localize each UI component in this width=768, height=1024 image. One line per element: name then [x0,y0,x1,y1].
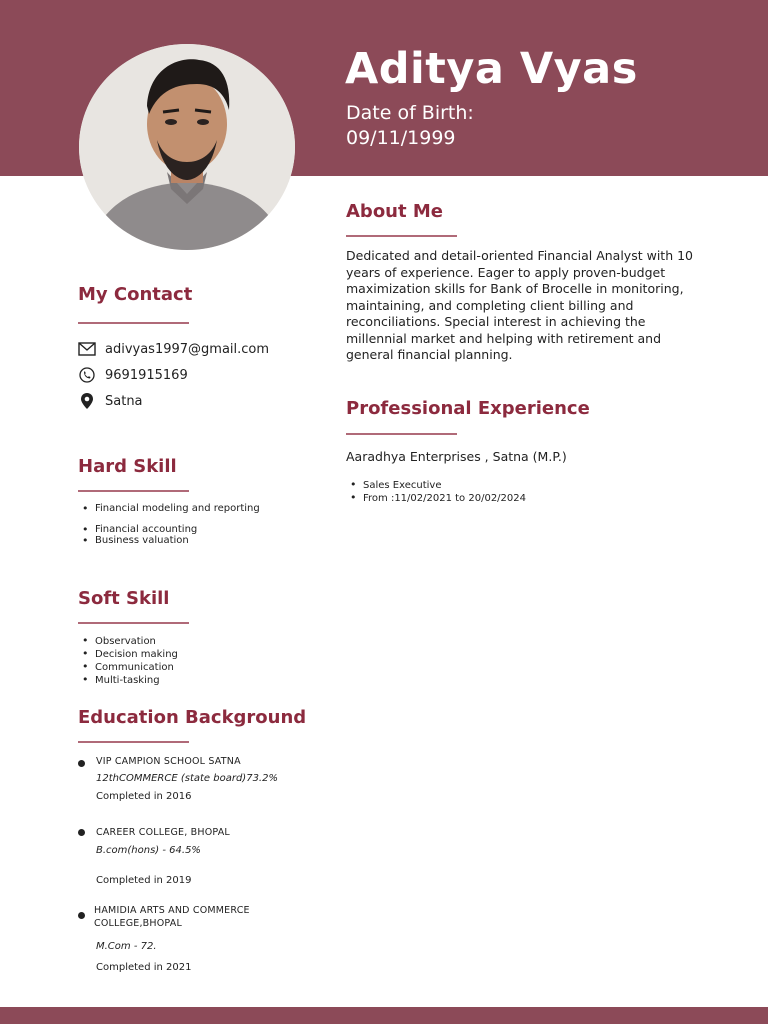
education-school: VIP CAMPION SCHOOL SATNA [96,756,241,767]
phone-icon [78,366,96,384]
education-detail: B.com(hons) - 64.5% [96,845,201,856]
soft-skill-heading: Soft Skill [78,588,170,609]
candidate-name: Aditya Vyas [345,44,638,94]
education-completed: Completed in 2019 [96,875,192,886]
list-item: • Communication [80,661,178,674]
contact-phone[interactable]: 9691915169 [105,367,188,383]
education-detail: M.Com - 72. [96,941,157,952]
list-item: • Multi-tasking [80,674,178,687]
hard-skill-list [80,503,260,546]
profile-photo [79,44,295,250]
experience-rule [346,433,457,435]
person-illustration [79,44,295,250]
education-completed: Completed in 2021 [96,962,192,973]
experience-company: Aaradhya Enterprises , Satna (M.P.) [346,449,567,464]
education-completed: Completed in 2016 [96,791,192,802]
contact-heading: My Contact [78,284,193,305]
education-bullet [78,829,85,836]
education-rule [78,741,189,743]
soft-skill-rule [78,622,189,624]
hard-skill-heading: Hard Skill [78,456,177,477]
list-item: • Financial accounting [80,524,260,535]
about-rule [346,235,457,237]
list-item: • Decision making [80,648,178,661]
location-pin-icon [78,392,96,410]
education-school: CAREER COLLEGE, BHOPAL [96,827,230,838]
list-item: • Financial modeling and reporting [80,503,260,514]
contact-email-row [78,340,269,358]
contact-location-row [78,392,143,410]
list-item: • From :11/02/2021 to 20/02/2024 [348,492,526,505]
education-detail: 12thCOMMERCE (state board)73.2% [96,773,278,784]
education-bullet [78,912,85,919]
hard-skill-rule [78,490,189,492]
list-item: • Sales Executive [348,479,526,492]
about-heading: About Me [346,201,443,222]
contact-rule [78,322,189,324]
list-item: • Observation [80,635,178,648]
contact-phone-row [78,366,188,384]
experience-heading: Professional Experience [346,398,590,419]
dob-value: 09/11/1999 [346,127,456,149]
about-text: Dedicated and detail-oriented Financial Analyst with 10 years of experience. Eager to apply proven-budget maximization skills for Bank of Brocelle in monitoring, maintaining, and completing client billing and reconciliations. Special interest in achieving the millennial market and helping with retirement and general financial planning. [346,248,693,362]
education-bullet [78,760,85,767]
education-school-line2: COLLEGE,BHOPAL [94,918,182,929]
mail-icon [78,340,96,358]
experience-list [348,479,526,505]
contact-location: Satna [105,393,143,409]
education-heading: Education Background [78,707,307,728]
soft-skill-list [80,635,178,687]
footer-band [0,1007,768,1024]
list-item: • Business valuation [80,535,260,546]
dob-label: Date of Birth: [346,102,474,124]
contact-email[interactable]: adivyas1997@gmail.com [105,341,270,357]
education-school-line1: HAMIDIA ARTS AND COMMERCE [94,905,250,916]
